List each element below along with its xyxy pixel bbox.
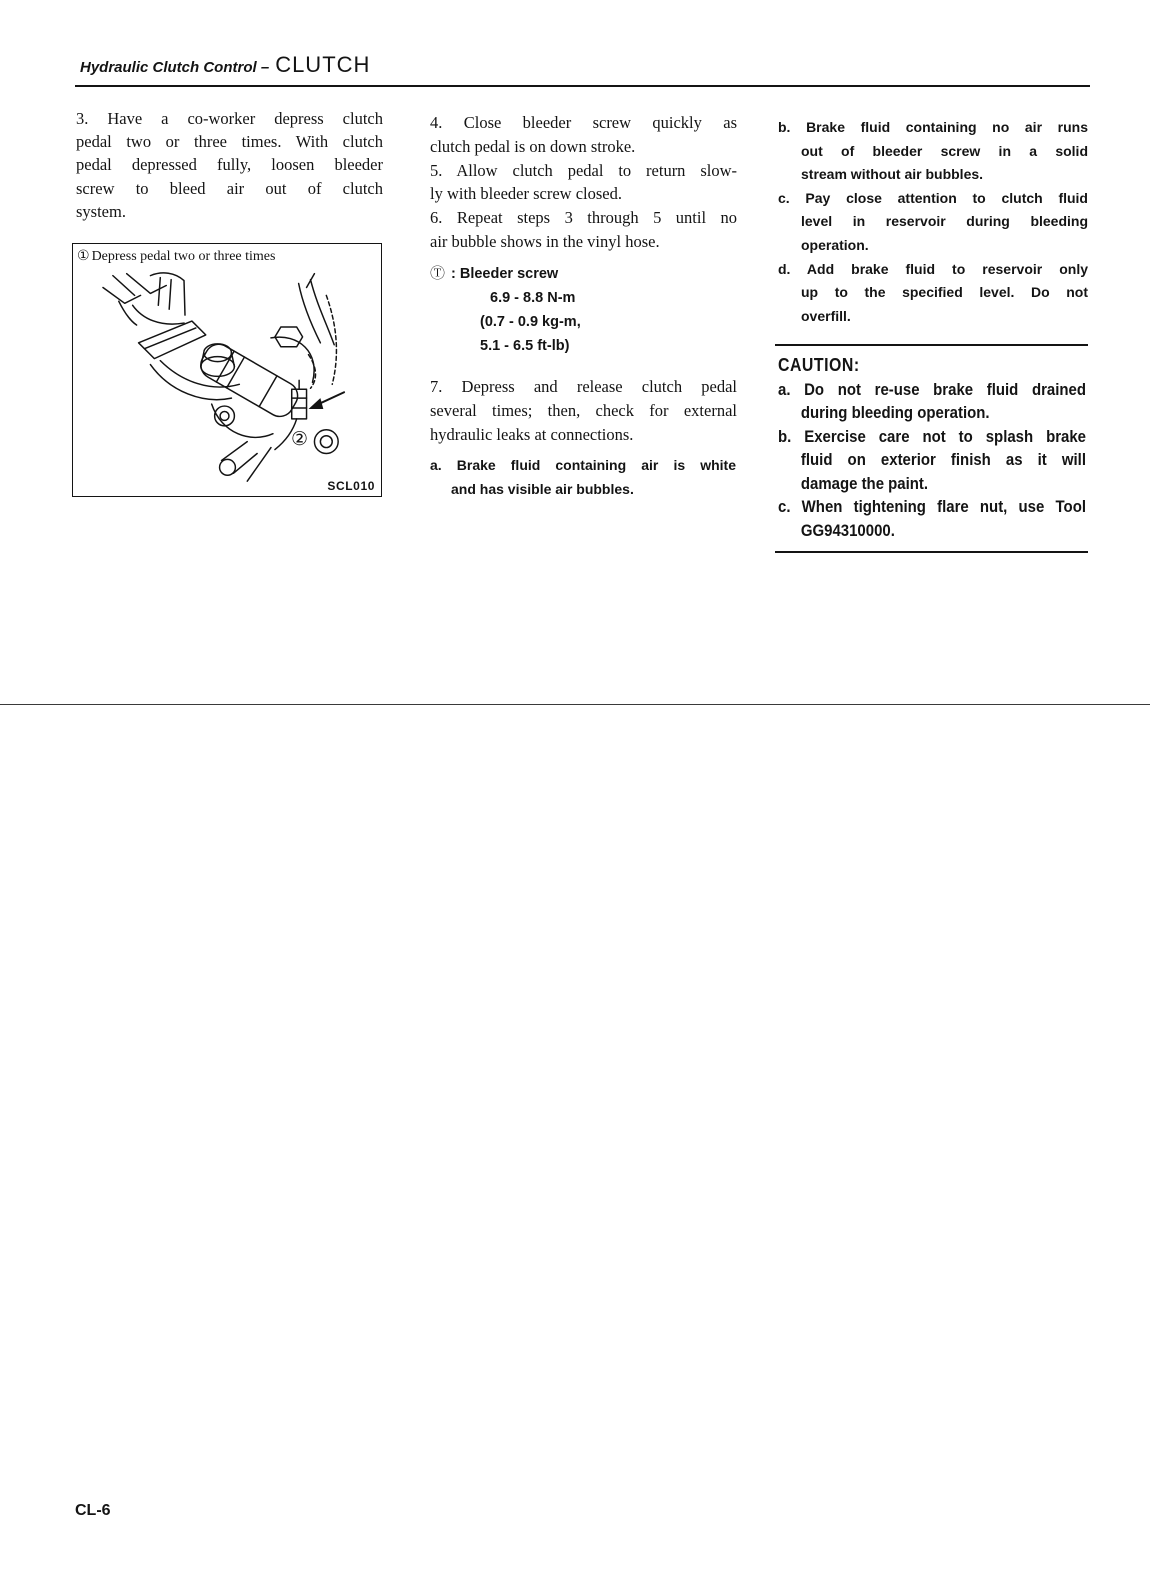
step-3-line: pedal two or three times. With clutch bbox=[76, 132, 383, 152]
hand-drawing bbox=[103, 273, 185, 325]
bleeding-figure bbox=[72, 243, 382, 497]
step-6-line: 6. Repeat steps 3 through 5 until no bbox=[430, 208, 737, 228]
torque-value-kgm: (0.7 - 0.9 kg-m, bbox=[480, 314, 581, 330]
note-d-line: up to the specified level. Do not bbox=[801, 284, 1088, 301]
note-c-line: operation. bbox=[801, 236, 869, 253]
note-a-line: and has visible air bubbles. bbox=[451, 481, 634, 497]
step-4-line: 4. Close bleeder screw quickly as bbox=[430, 113, 737, 132]
step-5-line: 5. Allow clutch pedal to return slow- bbox=[430, 160, 737, 180]
caption-text: Depress pedal two or three times bbox=[91, 249, 276, 264]
note-b-line: stream without air bubbles. bbox=[801, 166, 984, 183]
note-b-line: b. Brake fluid containing no air runs bbox=[778, 119, 1088, 135]
caution-a-line: a. Do not re-use brake fluid drained bbox=[778, 379, 1086, 399]
torque-value-ftlb: 5.1 - 6.5 ft-lb) bbox=[480, 338, 570, 354]
step-3-line: screw to bleed air out of clutch bbox=[76, 178, 383, 198]
notes-b-c-d bbox=[778, 116, 1088, 328]
torque-label: : Bleeder screw bbox=[451, 266, 559, 282]
callout-2-label: ② bbox=[291, 428, 309, 450]
note-d-line: d. Add brake fluid to reservoir only bbox=[778, 260, 1088, 277]
mounting-bolts-drawing bbox=[220, 430, 339, 481]
note-b-line: out of bleeder screw in a solid bbox=[801, 142, 1088, 159]
page-header bbox=[80, 52, 370, 78]
step-7-line: 7. Depress and release clutch pedal bbox=[430, 377, 737, 396]
step-5-line: ly with bleeder screw closed. bbox=[430, 184, 622, 204]
note-c-line: level in reservoir during bleeding bbox=[801, 213, 1088, 230]
caution-b-line: damage the paint. bbox=[800, 473, 929, 493]
caution-c-line: c. When tightening flare nut, use Tool bbox=[778, 497, 1086, 516]
torque-spec bbox=[430, 261, 730, 358]
step-3-line: system. bbox=[76, 201, 126, 221]
caution-top-rule bbox=[775, 344, 1088, 346]
step-7-line: several times; then, check for external bbox=[430, 401, 737, 420]
step-3-line: pedal depressed fully, loosen bleeder bbox=[76, 155, 383, 175]
caption-marker: ① bbox=[77, 248, 90, 264]
caution-box bbox=[778, 354, 1086, 542]
caution-a-line: during bleeding operation. bbox=[800, 403, 990, 422]
steps-4-to-6 bbox=[430, 111, 737, 254]
page-number: CL-6 bbox=[75, 1502, 111, 1519]
torque-value-nm: 6.9 - 8.8 N-m bbox=[490, 290, 576, 306]
step-4-line: clutch pedal is on down stroke. bbox=[430, 136, 636, 156]
page-divider bbox=[0, 704, 1150, 705]
caution-b-line: b. Exercise care not to splash brake bbox=[778, 426, 1086, 446]
step-6-line: air bubble shows in the vinyl hose. bbox=[430, 231, 660, 251]
note-a bbox=[430, 453, 736, 501]
bleeder-arrow bbox=[309, 392, 345, 409]
caution-heading: CAUTION: bbox=[778, 355, 860, 375]
clutch-master-cylinder-illustration bbox=[73, 244, 380, 495]
note-a-line: a. Brake fluid containing air is white bbox=[430, 457, 736, 473]
tightening-torque-icon: Ⓣ bbox=[430, 264, 446, 282]
step-7 bbox=[430, 375, 737, 447]
hose-drawing bbox=[299, 274, 337, 389]
chapter-title: CLUTCH bbox=[275, 52, 371, 77]
note-d-line: overfill. bbox=[801, 307, 851, 324]
note-c-line: c. Pay close attention to clutch fluid bbox=[778, 189, 1088, 206]
caution-bottom-rule bbox=[775, 551, 1088, 553]
section-title: Hydraulic Clutch Control – bbox=[80, 59, 270, 76]
figure-caption bbox=[77, 248, 275, 265]
step-3-line: 3. Have a co-worker depress clutch bbox=[76, 109, 383, 128]
caution-c-line: GG94310000. bbox=[800, 520, 895, 540]
step-7-line: hydraulic leaks at connections. bbox=[430, 425, 634, 444]
step-3 bbox=[76, 107, 383, 223]
figure-code: SCL010 bbox=[327, 479, 375, 493]
header-rule bbox=[75, 85, 1090, 87]
caution-b-line: fluid on exterior finish as it will bbox=[800, 450, 1086, 469]
